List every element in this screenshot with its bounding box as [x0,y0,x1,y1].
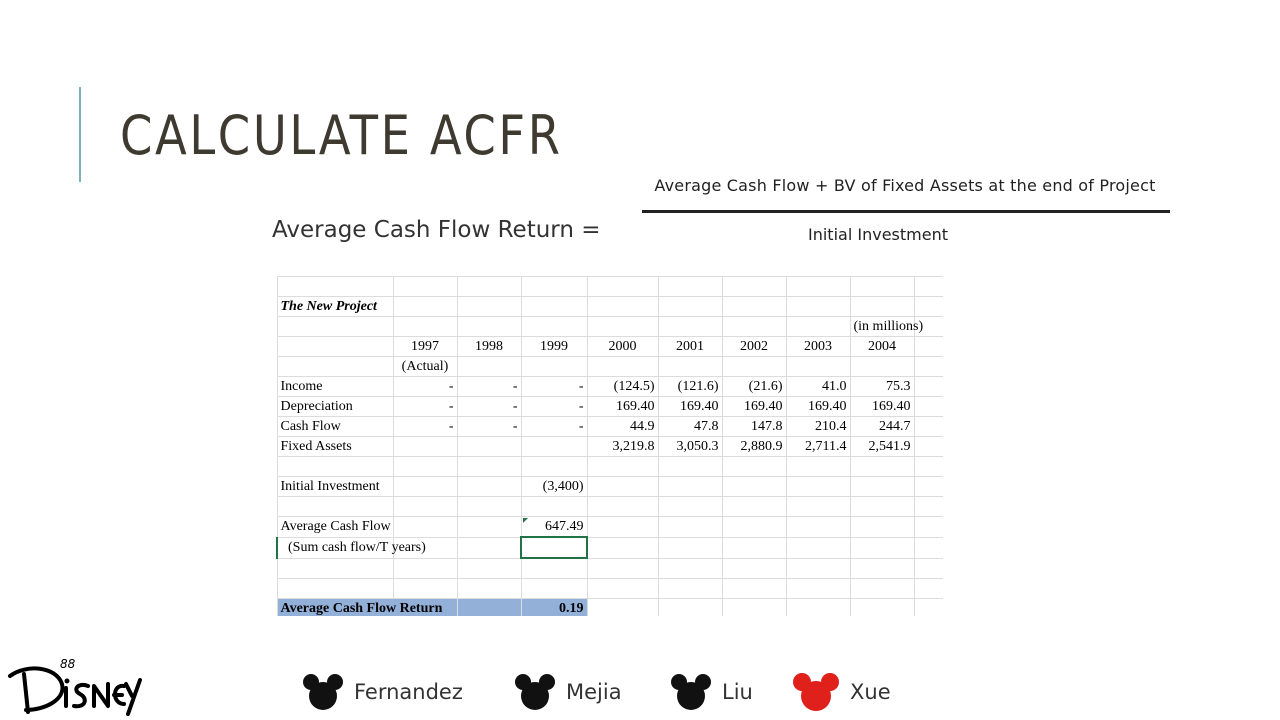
units-label[interactable]: (in millions) [850,317,914,337]
sheet-row-initial-investment [277,477,943,497]
project-title[interactable]: The New Project [277,297,393,317]
sheet-row-empty [277,497,943,517]
cell[interactable]: 169.40 [850,397,914,417]
year-2000[interactable]: 2000 [587,337,658,357]
cell[interactable] [521,437,587,457]
formula-lhs: Average Cash Flow Return = [272,217,601,243]
average-cash-flow-label[interactable]: Average Cash Flow [277,517,393,538]
cell[interactable]: - [393,397,457,417]
mickey-head-icon [514,672,556,712]
cell[interactable]: - [521,417,587,437]
sheet-row-income [277,377,943,397]
cell[interactable]: 169.40 [786,397,850,417]
formula-denominator: Initial Investment [808,225,948,244]
formula-numerator: Average Cash Flow + BV of Fixed Assets at the end of Project [654,176,1156,195]
member-fernandez [302,672,463,712]
cell[interactable]: 169.40 [722,397,786,417]
cell[interactable]: (21.6) [722,377,786,397]
member-mejia [514,672,622,712]
cell[interactable]: 2,880.9 [722,437,786,457]
member-name: Liu [722,680,753,704]
sheet-row-units [277,317,943,337]
sheet-row-acfr [277,599,943,617]
title-accent-bar [79,87,81,182]
sheet-row-empty [277,457,943,477]
formula-indicator-icon [523,518,528,523]
cell[interactable]: 3,050.3 [658,437,722,457]
cell[interactable]: 47.8 [658,417,722,437]
year-2004[interactable]: 2004 [850,337,914,357]
cell[interactable]: - [457,417,521,437]
cell[interactable]: - [521,377,587,397]
cell[interactable]: 210.4 [786,417,850,437]
row-label[interactable]: Fixed Assets [277,437,393,457]
sheet-row-title [277,297,943,317]
year-2003[interactable]: 2003 [786,337,850,357]
initial-investment-label[interactable]: Initial Investment [277,477,393,497]
initial-investment-value[interactable]: (3,400) [521,477,587,497]
row-label[interactable]: Income [277,377,393,397]
spreadsheet-table [276,276,943,616]
cell[interactable]: 44.9 [587,417,658,437]
member-name: Xue [850,680,891,704]
row-label[interactable]: Depreciation [277,397,393,417]
actual-note[interactable]: (Actual) [393,357,457,377]
mickey-head-icon [792,672,840,712]
year-1999[interactable]: 1999 [521,337,587,357]
average-cash-flow-number: 647.49 [545,519,584,534]
year-2002[interactable]: 2002 [722,337,786,357]
sheet-row-cash-flow [277,417,943,437]
sheet-row-years [277,337,943,357]
cell[interactable] [457,437,521,457]
cell[interactable]: - [457,377,521,397]
selected-cell[interactable] [521,537,587,558]
cell[interactable]: 2,541.9 [850,437,914,457]
cell[interactable]: 2,711.4 [786,437,850,457]
cell[interactable]: - [393,417,457,437]
acfr-value[interactable]: 0.19 [521,599,587,617]
average-cash-flow-note[interactable]: (Sum cash flow/T years) [277,537,393,558]
cell[interactable]: 147.8 [722,417,786,437]
row-label[interactable]: Cash Flow [277,417,393,437]
cell[interactable]: - [457,397,521,417]
sheet-row-empty [277,558,943,579]
cell[interactable]: 3,219.8 [587,437,658,457]
cell[interactable]: 41.0 [786,377,850,397]
member-xue [792,672,891,712]
cell[interactable]: - [521,397,587,417]
cell[interactable]: (124.5) [587,377,658,397]
sheet-row-empty [277,277,943,297]
member-name: Mejia [566,680,622,704]
year-1997[interactable]: 1997 [393,337,457,357]
cell[interactable]: 244.7 [850,417,914,437]
average-cash-flow-value[interactable] [521,517,587,538]
cell[interactable]: 169.40 [658,397,722,417]
acfr-label[interactable]: Average Cash Flow Return [277,599,457,617]
sheet-row-empty [277,579,943,599]
cell[interactable]: 75.3 [850,377,914,397]
member-name: Fernandez [354,680,463,704]
mickey-head-icon [670,672,712,712]
spreadsheet [276,276,943,616]
year-1998[interactable]: 1998 [457,337,521,357]
svg-text:88: 88 [60,657,76,671]
cell[interactable]: - [393,377,457,397]
slide-title: CALCULATE ACFR [120,104,563,167]
member-liu [670,672,753,712]
sheet-row-depreciation [277,397,943,417]
cell[interactable]: 169.40 [587,397,658,417]
sheet-row-fixed-assets [277,437,943,457]
fraction-bar [642,210,1170,213]
cell[interactable] [393,437,457,457]
sheet-row-average-cash-flow [277,517,943,538]
sheet-row-actual [277,357,943,377]
sheet-row-average-note [277,537,943,558]
cell[interactable]: (121.6) [658,377,722,397]
year-2001[interactable]: 2001 [658,337,722,357]
mickey-head-icon [302,672,344,712]
team-members [0,672,1280,720]
